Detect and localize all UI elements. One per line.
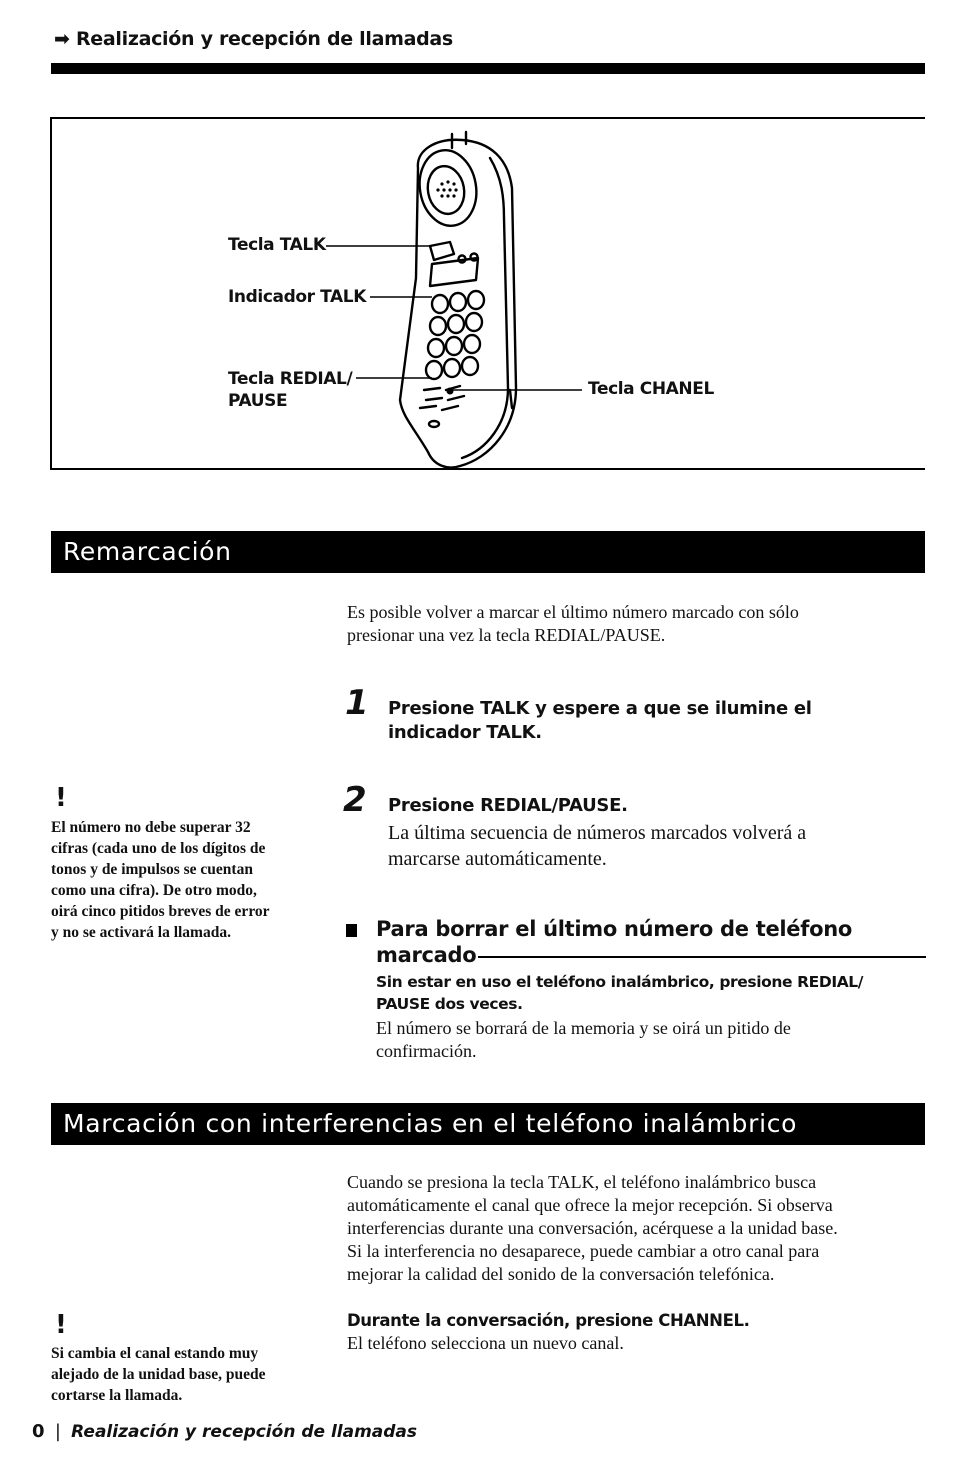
- note-line: como una cifra). De otro modo,: [51, 882, 257, 899]
- step-2-line: marcarse automáticamente.: [388, 848, 607, 870]
- note-line: El número no debe superar 32: [51, 819, 251, 836]
- figure-leader-lines: [0, 0, 954, 480]
- note-mark-1: !: [55, 783, 67, 813]
- note-line: cortarse la llamada.: [51, 1387, 183, 1404]
- para-line: Cuando se presiona la tecla TALK, el teléfono inalámbrico busca: [347, 1172, 817, 1192]
- step-1-heading: [388, 697, 928, 745]
- step-1-line: Presione TALK y espere a que se ilumine el: [388, 698, 812, 719]
- label-redial-line1: Tecla REDIAL/: [228, 369, 353, 389]
- section-title: Remarcación: [63, 537, 232, 566]
- note-interferencias: [51, 1343, 321, 1406]
- note-line: cifras (cada uno de los dígitos de: [51, 840, 266, 857]
- intro-line: presionar una vez la tecla REDIAL/PAUSE.: [347, 625, 666, 645]
- note-line: alejado de la unidad base, puede: [51, 1366, 266, 1383]
- footer: [32, 1421, 417, 1442]
- step-number-1: 1: [345, 683, 369, 723]
- section-title: Marcación con interferencias en el teléfono inalámbrico: [63, 1109, 798, 1138]
- erase-heading-line: Para borrar el último número de teléfono: [376, 917, 852, 941]
- para-line: interferencias durante una conversación, acérquese a la unidad base.: [347, 1218, 838, 1238]
- intro-line: Es posible volver a marcar el último número marcado con sólo: [347, 602, 799, 622]
- label-channel-key: Tecla CHANEL: [588, 379, 714, 399]
- erase-heading-word: marcado: [376, 943, 477, 967]
- erase-result: [376, 1017, 926, 1063]
- step-2-heading: Presione REDIAL/PAUSE.: [388, 795, 628, 816]
- erase-result-line: confirmación.: [376, 1041, 477, 1061]
- step-2-line: La última secuencia de números marcados volverá a: [388, 822, 807, 844]
- erase-heading-rule: [478, 956, 926, 958]
- step-2-body: [388, 820, 928, 872]
- para-line: mejorar la calidad del sonido de la conversación telefónica.: [347, 1264, 775, 1284]
- label-redial-line2: PAUSE: [228, 391, 288, 411]
- note-line: tonos y de impulsos se cuentan: [51, 861, 253, 878]
- label-talk-key: Tecla TALK: [228, 235, 326, 255]
- note-line: y no se activará la llamada.: [51, 924, 231, 941]
- footer-separator: |: [54, 1421, 61, 1442]
- page-number: 0: [32, 1421, 45, 1442]
- label-redial-key: [228, 368, 352, 412]
- section-header-interferencias: [51, 1103, 925, 1145]
- erase-instruction-line: PAUSE dos veces.: [376, 995, 523, 1013]
- step-1-line: indicador TALK.: [388, 722, 542, 743]
- channel-result: El teléfono selecciona un nuevo canal.: [347, 1333, 624, 1353]
- note-line: Si cambia el canal estando muy: [51, 1345, 259, 1362]
- erase-result-line: El número se borrará de la memoria y se oirá un pitido de: [376, 1018, 791, 1038]
- square-bullet-icon: [346, 924, 357, 937]
- erase-instruction-line: Sin estar en uso el teléfono inalámbrico, presione REDIAL/: [376, 973, 864, 991]
- erase-heading: [376, 916, 926, 968]
- section-header-remarcacion: [51, 531, 925, 573]
- para-line: Si la interferencia no desaparece, puede cambiar a otro canal para: [347, 1241, 820, 1261]
- erase-heading-line2: [376, 942, 926, 968]
- label-talk-indicator: Indicador TALK: [228, 287, 366, 307]
- interferencias-paragraph: [347, 1171, 937, 1286]
- erase-instruction: [376, 971, 926, 1015]
- footer-title: Realización y recepción de llamadas: [71, 1422, 418, 1442]
- channel-instruction: Durante la conversación, presione CHANNEL.: [347, 1311, 750, 1330]
- remarcacion-intro: [347, 601, 927, 647]
- para-line: automáticamente el canal que ofrece la mejor recepción. Si observa: [347, 1195, 833, 1215]
- note-remarcacion: [51, 817, 321, 943]
- note-line: oirá cinco pitidos breves de error: [51, 903, 270, 920]
- step-number-2: 2: [343, 780, 367, 820]
- header-title: Realización y recepción de llamadas: [75, 28, 453, 50]
- note-mark-2: !: [55, 1310, 67, 1340]
- arrow-icon: ➡: [54, 28, 70, 50]
